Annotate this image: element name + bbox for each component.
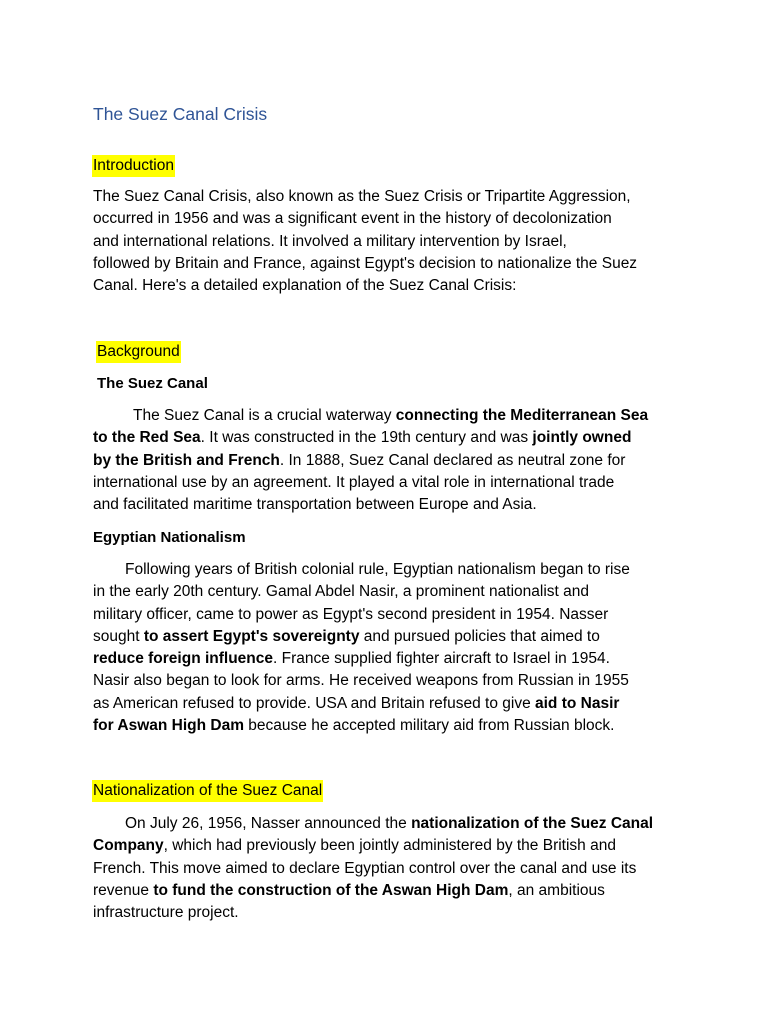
background-heading: Background	[96, 341, 181, 363]
document-title: The Suez Canal Crisis	[93, 104, 268, 124]
text-run: . France supplied fighter aircraft to Israel in 1954.	[273, 650, 610, 668]
bold-text: to fund the construction of the Aswan High Dam	[153, 881, 509, 899]
paragraph-line: infrastructure project.	[93, 904, 239, 922]
egyptian-nationalism-paragraph	[93, 559, 678, 737]
text-run: , an ambitious	[508, 881, 605, 899]
text-run: revenue	[93, 881, 154, 899]
paragraph-line: Canal. Here's a detailed explanation of the Suez Canal Crisis:	[93, 277, 517, 295]
paragraph-line	[93, 648, 678, 670]
paragraph-line: followed by Britain and France, against Egypt's decision to nationalize the Suez	[93, 254, 638, 272]
paragraph-line	[93, 427, 678, 449]
paragraph-line: Following years of British colonial rule, Egyptian nationalism began to rise	[125, 561, 630, 578]
paragraph-line	[93, 715, 678, 737]
introduction-heading: Introduction	[92, 155, 175, 177]
bold-text: by the British and French	[93, 451, 280, 469]
bold-text: nationalization of the Suez Canal	[411, 815, 654, 832]
paragraph-line	[93, 835, 678, 857]
paragraph-line: international use by an agreement. It played a vital role in international trade	[93, 473, 615, 491]
paragraph-line: in the early 20th century. Gamal Abdel Nasir, a prominent nationalist and	[93, 583, 589, 601]
bold-text: to assert Egypt's sovereignty	[143, 627, 360, 645]
paragraph-line	[93, 693, 678, 715]
nationalization-paragraph	[93, 813, 678, 924]
nationalization-heading: Nationalization of the Suez Canal	[92, 780, 323, 802]
paragraph-line: and international relations. It involved a military intervention by Israel,	[93, 232, 567, 250]
paragraph-line: and facilitated maritime transportation between Europe and Asia.	[93, 496, 537, 514]
text-run: . It was constructed in the 19th century and was	[200, 429, 533, 447]
text-run: The Suez Canal is a crucial waterway	[133, 407, 396, 424]
text-run: , which had previously been jointly administered by the British and	[163, 837, 616, 855]
bold-text: for Aswan High Dam	[93, 717, 244, 735]
suez-canal-paragraph	[93, 405, 678, 516]
bold-text: connecting the Mediterranean Sea	[395, 407, 649, 424]
paragraph-line	[93, 880, 678, 902]
paragraph-line: The Suez Canal Crisis, also known as the Suez Crisis or Tripartite Aggression,	[93, 188, 631, 205]
text-run: as American refused to provide. USA and Britain refused to give	[93, 694, 535, 712]
text-run: sought	[93, 627, 144, 645]
text-run: . In 1888, Suez Canal declared as neutral zone for	[279, 451, 626, 469]
paragraph-line: occurred in 1956 and was a significant event in the history of decolonization	[93, 210, 612, 228]
egyptian-nationalism-subheading: Egyptian Nationalism	[93, 529, 246, 546]
bold-text: to the Red Sea	[93, 429, 201, 447]
paragraph-line: French. This move aimed to declare Egyptian control over the canal and use its	[93, 859, 637, 877]
text-run: and pursued policies that aimed to	[359, 627, 600, 645]
paragraph-line	[93, 450, 678, 472]
text-run: because he accepted military aid from Russian block.	[244, 717, 615, 735]
paragraph-line: military officer, came to power as Egypt's second president in 1954. Nasser	[93, 605, 609, 623]
paragraph-line	[93, 405, 678, 427]
introduction-paragraph	[93, 186, 678, 297]
paragraph-line: Nasir also began to look for arms. He received weapons from Russian in 1955	[93, 672, 629, 690]
paragraph-line	[93, 626, 678, 648]
paragraph-line	[93, 813, 678, 835]
bold-text: aid to Nasir	[535, 694, 620, 712]
bold-text: Company	[93, 837, 164, 855]
suez-canal-subheading: The Suez Canal	[97, 375, 208, 392]
bold-text: reduce foreign influence	[93, 650, 274, 668]
bold-text: jointly owned	[532, 429, 632, 447]
text-run: On July 26, 1956, Nasser announced the	[125, 815, 412, 832]
